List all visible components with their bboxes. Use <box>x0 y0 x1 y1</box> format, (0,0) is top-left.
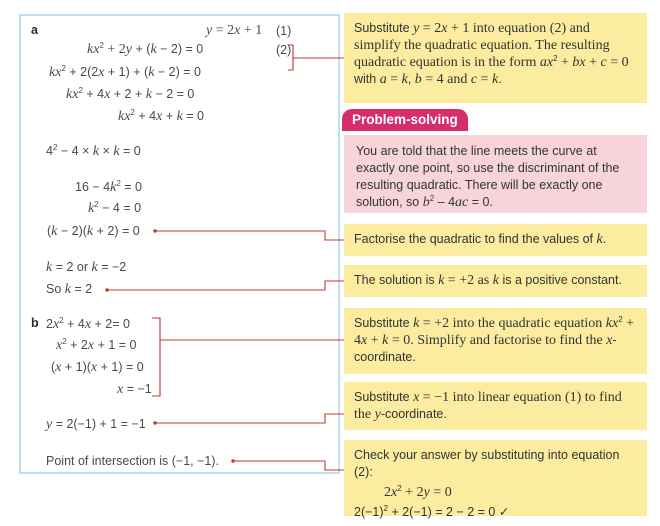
note-substitute-x: Substitute x = −1 into linear equation (1) to find the y-coordinate. <box>344 382 647 430</box>
equation-1: y = 2x + 1 <box>206 23 263 38</box>
note-substitute-k: Substitute k = +2 into the quadratic equation $kx^2 + 4x + k = 0$. Simplify and factorise to find the x-coordinate. <box>344 308 647 374</box>
working-line-b1: $2x^2 + 4x + 2= 0$ <box>46 315 130 332</box>
k-solution-line: So k = 2 <box>46 282 93 297</box>
intersection-line: Point of intersection is (−1, −1). <box>46 454 220 468</box>
note-substitute-simplify: Substitute y = 2x + 1 into equation (2) and simplify the quadratic equation. The resulting quadratic equation is in the form $ax^2$ + bx + c = 0 with a = k, b = 4 and c = k. <box>344 13 647 103</box>
part-b-label: b <box>31 316 39 330</box>
factorised-line: (k − 2)(k + 2) = 0 <box>47 224 140 239</box>
working-line-a3: $kx^2 + 2(2x + 1) + (k - 2) = 0$ <box>49 63 201 80</box>
working-line-b2: $x^2 + 2x + 1 = 0$ <box>56 336 137 353</box>
working-line-a4: $kx^2 + 4x + 2 + k - 2 = 0$ <box>66 85 195 102</box>
dot-b-point <box>231 459 234 462</box>
dot-a-factorise <box>153 229 156 232</box>
working-line-b3: (x + 1)(x + 1) = 0 <box>51 360 144 375</box>
k-values-line: k = 2 or k = −2 <box>46 260 127 275</box>
bracket-b <box>152 318 160 396</box>
equation-2: $kx^2 + 2y + (k - 2) = 0$ <box>87 40 204 57</box>
working-line-a8: $k^2 - 4 = 0$ <box>88 199 142 216</box>
dot-a-solution <box>105 288 108 291</box>
dot-b-y <box>153 421 156 424</box>
working-line-a5: $kx^2 + 4x + k = 0$ <box>118 107 204 124</box>
note-factorise: Factorise the quadratic to find the values of k. <box>344 224 647 256</box>
note-solution: The solution is k = +2 as k is a positive constant. <box>344 265 647 297</box>
working-line-b5: y = 2(−1) + 1 = −1 <box>46 417 146 432</box>
problem-solving-tab: Problem-solving <box>342 109 468 131</box>
working-line-a7: $16 - 4k^2 = 0$ <box>75 178 142 195</box>
problem-solving-note: You are told that the line meets the curve at exactly one point, so use the discriminant of the resulting quadratic. There will be exactly one solution, so $b^2 - 4ac = 0$. <box>344 135 647 213</box>
discriminant-line: $4^2 - 4 \times k \times k = 0$ <box>46 142 141 159</box>
part-a-label: a <box>31 23 38 37</box>
equation-1-tag: (1) <box>276 24 292 38</box>
equation-2-tag: (2) <box>276 43 292 57</box>
note-check-answer: Check your answer by substituting into equation (2): $2x^2 + 2y = 0$ $2(-1)^2 + 2(-1) = 2 - 2 = 0$ ✓ <box>344 440 647 516</box>
bracket-a-top <box>288 45 293 70</box>
working-line-b4: x = −1 <box>117 382 152 397</box>
